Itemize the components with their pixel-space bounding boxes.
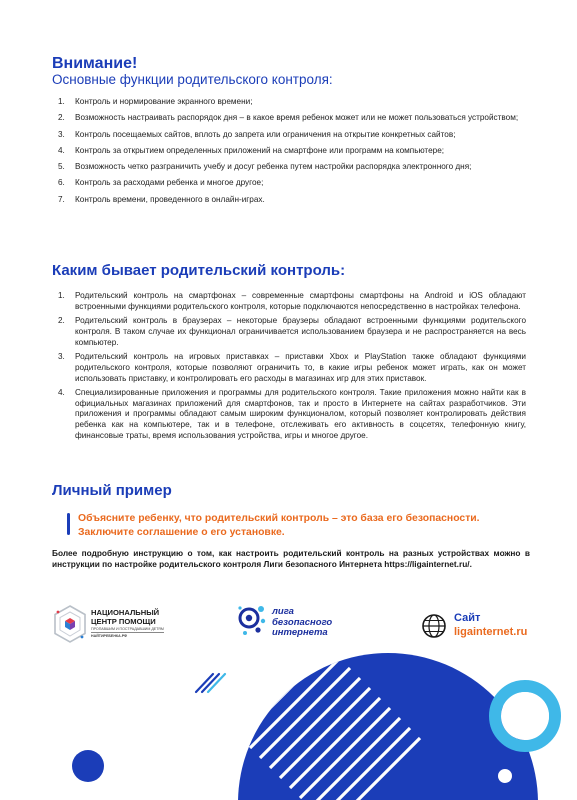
- more-info-text: Более подробную инструкцию о том, как настроить родительский контроль на разных устройствах можно в инструкции по настройке родительского контроля Лиги безопасного Интернета https://ligainternet.ru/.: [52, 548, 530, 569]
- decorative-white-dot: [498, 769, 512, 783]
- list-item-number: 3.: [58, 351, 65, 361]
- list-item-number: 7.: [58, 194, 65, 204]
- list-item-text: Родительский контроль на смартфонах – современные смартфоны смартфоны на Android и iOS обладают встроенными функциями родительского контроля, которые подключаются непосредственно в настройках телефона.: [75, 291, 526, 311]
- center-line4: НАЙТИРЕБЕНКА.РФ: [91, 632, 164, 638]
- list-item: [58, 130, 526, 141]
- liga-dots-logo-icon: [236, 602, 270, 642]
- decorative-small-dot: [72, 750, 104, 782]
- center-line3: ПРОПАВШИМ И ПОСТРАДАВШИМ ДЕТЯМ: [91, 627, 164, 631]
- list-item: [58, 316, 526, 348]
- list-item-number: 5.: [58, 162, 65, 172]
- example-callout: Объясните ребенку, что родительский контроль – это база его безопасности. Заключите соглашение о его установке.: [78, 513, 480, 538]
- list-item-text: Контроль посещаемых сайтов, вплоть до запрета или ограничения на открытие конкретных сайтов;: [75, 129, 456, 139]
- list-item: [58, 97, 526, 108]
- list-item-text: Возможность четко разграничить учебу и досуг ребенка путем настройки распорядка электронного дня;: [75, 162, 472, 172]
- list-item: [58, 195, 526, 206]
- list-item-text: Контроль за расходами ребенка и многое другое;: [75, 178, 264, 188]
- list-item-number: 1.: [58, 291, 65, 300]
- heading-example: Личный пример: [52, 482, 172, 499]
- list-item: [58, 146, 526, 157]
- list-item-text: Контроль времени, проведенного в онлайн-играх.: [75, 194, 265, 204]
- list-item: [58, 352, 526, 384]
- center-line2: ЦЕНТР ПОМОЩИ: [91, 617, 156, 626]
- list-item-text: Специализированные приложения и программы для родительского контроля. Такие приложения можно найти как в официальных магазинах приложений для смартфонов, так и просто в Интернете на сайтах разработчиков. Эти приложения и программы обладают самым широким функционалом, который позволяет контролировать действия ребенка как на компьютере, так и в телефоне, отслеживать его активность в соцсетях, телефонную книгу, финансовые траты, время использования устройства, игры и многое другое.: [75, 387, 526, 441]
- list-item-number: 2.: [58, 113, 65, 123]
- list-item: [58, 291, 526, 313]
- functions-list: [58, 97, 526, 211]
- list-item-number: 2.: [58, 316, 65, 326]
- list-item-text: Возможность настраивать распорядок дня – в какое время ребенок может или не может пользоваться устройством;: [75, 113, 519, 123]
- liga-line1: лига: [272, 606, 294, 617]
- kinds-list: [58, 291, 526, 445]
- site-label: Сайт: [454, 612, 481, 624]
- heading-kinds: Каким бывает родительский контроль:: [52, 262, 346, 279]
- list-item-number: 1.: [58, 97, 65, 106]
- list-item-number: 3.: [58, 129, 65, 139]
- list-item: [58, 388, 526, 442]
- heading-attention: Внимание!: [52, 55, 138, 72]
- accent-bar: [67, 513, 70, 535]
- list-item-text: Контроль за открытием определенных приложений на смартфоне или программ на компьютере;: [75, 145, 445, 155]
- decorative-white-disc: [501, 692, 549, 740]
- liga-line2: безопасного: [272, 616, 333, 628]
- list-item: [58, 113, 526, 124]
- list-item-text: Родительский контроль на игровых приставках – приставки Xbox и PlayStation также обладают функциями родительского контроля, которые позволяют ограничить то, в какие игры ребенок может играть, как он может использовать приставку, и контролировать его расходы в магазинах игр для этих приставок.: [75, 351, 526, 383]
- decorative-graphics: [0, 648, 577, 800]
- site-block: [421, 610, 536, 644]
- center-line1: НАЦИОНАЛЬНЫЙ: [91, 608, 160, 617]
- subheading-functions: Основные функции родительского контроля:: [52, 72, 333, 87]
- liga-line3: интернета: [272, 627, 328, 638]
- list-item-text: Родительский контроль в браузерах – некоторые браузеры обладают встроенными функциями родительского контроля. В таком случае их функционал ограничивается использованием браузера и не распространяется на весь компьютер.: [75, 316, 526, 347]
- national-center-logo: [52, 604, 182, 644]
- site-url-link[interactable]: ligainternet.ru: [454, 626, 528, 638]
- list-item-text: Контроль и нормирование экранного времени;: [75, 97, 253, 106]
- list-item-number: 4.: [58, 387, 65, 397]
- list-item: [58, 178, 526, 189]
- decorative-slashes: [196, 674, 225, 692]
- list-item: [58, 162, 526, 173]
- hexagon-cube-logo-icon: [52, 604, 88, 644]
- globe-icon: [421, 613, 447, 639]
- liga-logo: [236, 602, 356, 646]
- list-item-number: 4.: [58, 145, 65, 155]
- list-item-number: 6.: [58, 178, 65, 188]
